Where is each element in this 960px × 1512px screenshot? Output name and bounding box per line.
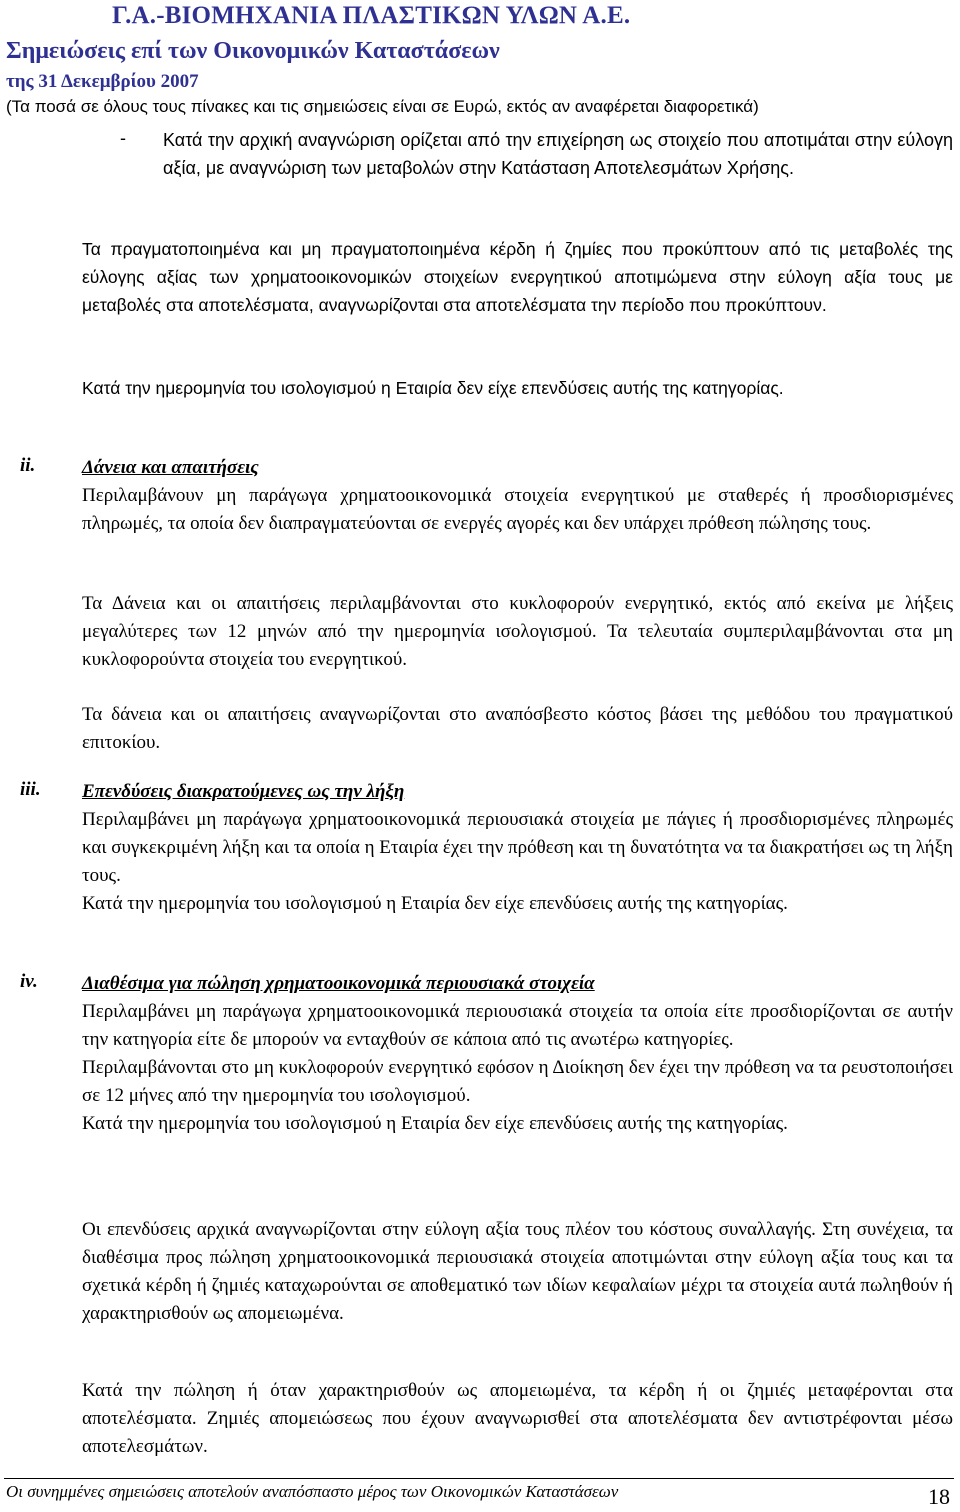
- section-iv-title: Διαθέσιμα για πώληση χρηματοοικονομικά περιουσιακά στοιχεία: [82, 973, 595, 994]
- section-iv-paragraph-1: Περιλαμβάνει μη παράγωγα χρηματοοικονομικά περιουσιακά στοιχεία τα οποία είτε προσδιορίζονται σε αυτήν την κατηγορία είτε δε μπορούν να ενταχθούν σε κάποια από τις ανωτέρω κατηγορίες.: [82, 1001, 953, 1050]
- section-iv: [82, 970, 953, 1138]
- section-marker-ii: ii.: [20, 455, 36, 476]
- section-iv-paragraph-4: Οι επενδύσεις αρχικά αναγνωρίζονται στην εύλογη αξία τους πλέον του κόστους συναλλαγής. Στη συνέχεια, τα διαθέσιμα προς πώληση χρηματοοικονομικά περιουσιακά στοιχεία αποτιμώνται στην εύλογη αξία τους και τα σχετικά κέρδη ή ζημιές καταχωρούνται σε αποθεματικό των ιδίων κεφαλαίων μέχρι τα στοιχεία αυτά πωληθούν ή χαρακτηρισθούν ως απομειωμένα.: [82, 1219, 953, 1324]
- section-iv-paragraph-2: Περιλαμβάνονται στο μη κυκλοφορούν ενεργητικό εφόσον η Διοίκηση δεν έχει την πρόθεση να τα ρευστοποιήσει σε 12 μήνες από την ημερομηνία του ισολογισμού.: [82, 1057, 953, 1106]
- section-ii-paragraph-3: Τα δάνεια και οι απαιτήσεις αναγνωρίζονται στο αναπόσβεστο κόστος βάσει της μεθόδου του πραγματικού επιτοκίου.: [82, 704, 953, 753]
- notes-title: Σημειώσεις επί των Οικονομικών Καταστάσεων: [6, 38, 500, 64]
- currency-note: (Τα ποσά σε όλους τους πίνακες και τις σημειώσεις είναι σε Ευρώ, εκτός αν αναφέρεται διαφορετικά): [6, 97, 759, 116]
- section-ii-paragraph-1: Περιλαμβάνουν μη παράγωγα χρηματοοικονομικά στοιχεία ενεργητικού με σταθερές ή προσδιορισμένες πληρωμές, τα οποία δεν διαπραγματεύονται σε ενεργές αγορές και δεν υπάρχει πρόθεση πώλησης τους.: [82, 485, 953, 534]
- section-ii-paragraph-2: Τα Δάνεια και οι απαιτήσεις περιλαμβάνονται στο κυκλοφορούν ενεργητικό, εκτός από εκείνα με λήξεις μεγαλύτερες των 12 μηνών από την ημερομηνία ισολογισμού. Τα τελευταία συμπεριλαμβάνονται στα μη κυκλοφορούντα στοιχεία του ενεργητικού.: [82, 593, 953, 670]
- section-iii-paragraph-1: Περιλαμβάνει μη παράγωγα χρηματοοικονομικά περιουσιακά στοιχεία με πάγιες ή προσδιορισμένες πληρωμές και συγκεκριμένη λήξη και τα οποία η Εταιρία έχει την πρόθεση και τη δυνατότητα να τα διακρατήσει ως τη λήξη τους.: [82, 809, 953, 886]
- report-date: της 31 Δεκεμβρίου 2007: [6, 71, 199, 92]
- intro-paragraph-2: Κατά την ημερομηνία του ισολογισμού η Εταιρία δεν είχε επενδύσεις αυτής της κατηγορίας.: [82, 378, 784, 398]
- section-ii: [82, 454, 953, 538]
- intro-paragraph-1: Τα πραγματοποιημένα και μη πραγματοποιημένα κέρδη ή ζημίες που προκύπτουν από τις μεταβολές της εύλογης αξίας των χρηματοοικονομικών στοιχείων ενεργητικού αποτιμώμενα στην εύλογη αξία τους με μεταβολές στα αποτελέσματα, αναγνωρίζονται στα αποτελέσματα την περίοδο που προκύπτουν.: [82, 239, 953, 315]
- footer-divider: [4, 1478, 954, 1479]
- section-iv-paragraph-3: Κατά την ημερομηνία του ισολογισμού η Εταιρία δεν είχε επενδύσεις αυτής της κατηγορίας.: [82, 1113, 788, 1134]
- company-name: Γ.Α.-ΒΙΟΜΗΧΑΝΙΑ ΠΛΑΣΤΙΚΩΝ ΥΛΩΝ Α.Ε.: [112, 2, 631, 29]
- intro-bullet-text: Κατά την αρχική αναγνώριση ορίζεται από την επιχείρηση ως στοιχείο που αποτιμάται στην εύλογη αξία, με αναγνώριση των μεταβολών στην Κατάσταση Αποτελεσμάτων Χρήσης.: [163, 130, 953, 178]
- section-iii: [82, 778, 953, 918]
- page-number: 18: [928, 1484, 950, 1509]
- section-marker-iii: iii.: [20, 779, 41, 800]
- section-ii-title: Δάνεια και απαιτήσεις: [82, 457, 259, 478]
- section-iii-paragraph-2: Κατά την ημερομηνία του ισολογισμού η Εταιρία δεν είχε επενδύσεις αυτής της κατηγορίας.: [82, 893, 788, 914]
- section-marker-iv: iv.: [20, 971, 38, 992]
- section-iv-paragraph-5: Κατά την πώληση ή όταν χαρακτηρισθούν ως απομειωμένα, τα κέρδη ή οι ζημιές μεταφέρονται στα αποτελέσματα. Ζημιές απομειώσεως που έχουν αναγνωρισθεί στα αποτελέσματα δεν αντιστρέφονται μέσω αποτελεσμάτων.: [82, 1380, 953, 1457]
- section-iii-title: Επενδύσεις διακρατούμενες ως την λήξη: [82, 781, 405, 802]
- footer-note: Οι συνημμένες σημειώσεις αποτελούν αναπόσπαστο μέρος των Οικονομικών Καταστάσεων: [6, 1482, 619, 1501]
- bullet-dash: -: [120, 128, 126, 148]
